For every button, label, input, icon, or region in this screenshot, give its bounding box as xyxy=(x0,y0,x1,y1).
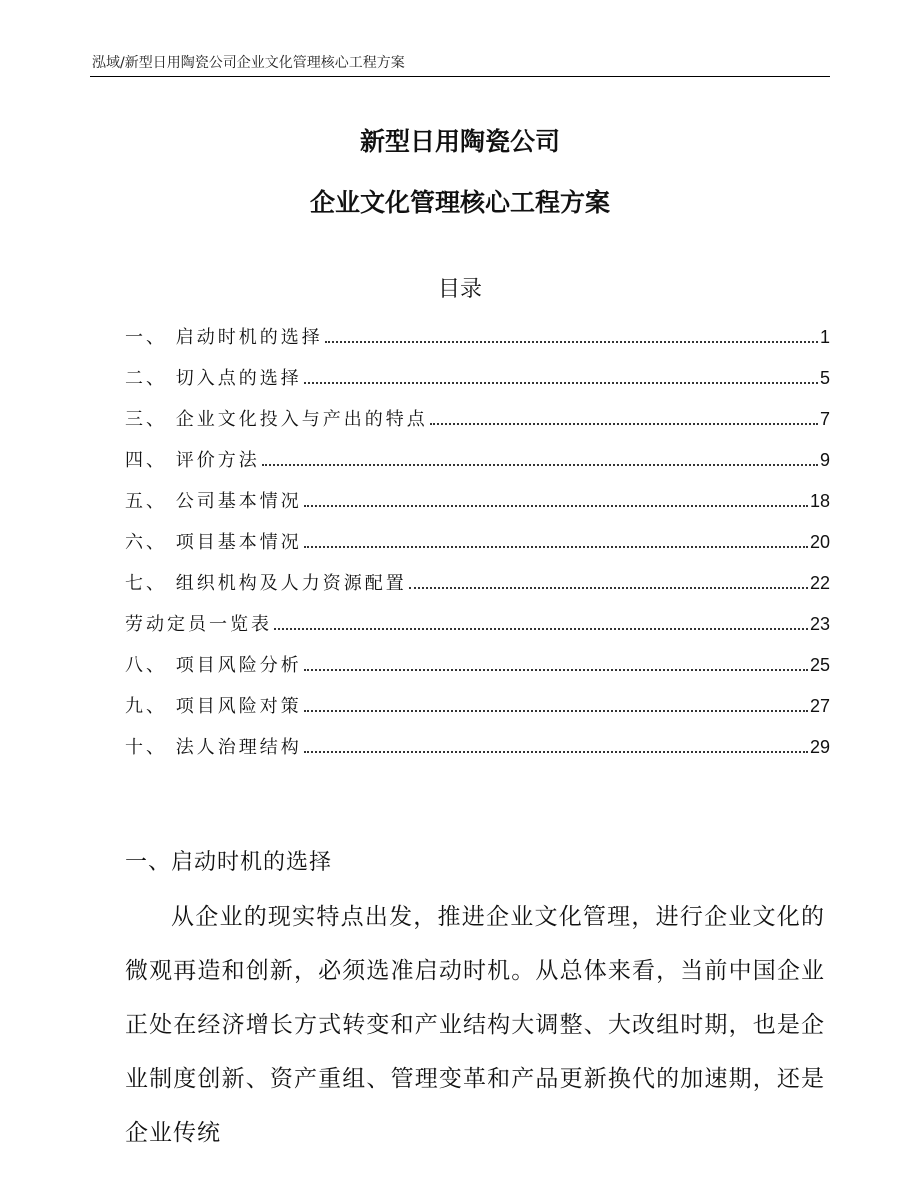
toc-item-label: 六、 项目基本情况 xyxy=(125,532,302,553)
toc-item[interactable] xyxy=(125,402,830,443)
toc-leader-dots xyxy=(304,751,808,753)
toc-item[interactable] xyxy=(125,361,830,402)
toc-item-page: 25 xyxy=(809,655,830,675)
toc-item-page: 1 xyxy=(819,327,830,347)
toc-item-page: 23 xyxy=(809,614,830,634)
toc-item-page: 5 xyxy=(819,368,830,388)
toc-item-page: 18 xyxy=(809,491,830,511)
body-paragraph: 从企业的现实特点出发，推进企业文化管理，进行企业文化的微观再造和创新，必须选准启动时机。从总体来看，当前中国企业正处在经济增长方式转变和产业结构大调整、大改组时期，也是企业制度创新、资产重组、管理变革和产品更新换代的加速期，还是企业传统 xyxy=(125,904,825,1146)
toc-leader-dots xyxy=(304,710,808,712)
toc-item-label: 五、 公司基本情况 xyxy=(125,491,302,512)
section-heading: 一、启动时机的选择 xyxy=(125,850,333,875)
toc-leader-dots xyxy=(304,546,808,548)
toc-item[interactable] xyxy=(125,607,830,648)
toc-leader-dots xyxy=(430,423,818,425)
toc-item[interactable] xyxy=(125,443,830,484)
toc-item-label: 十、 法人治理结构 xyxy=(125,737,302,758)
toc-item-page: 22 xyxy=(809,573,830,593)
toc-item-label: 四、 评价方法 xyxy=(125,450,260,471)
toc-item[interactable] xyxy=(125,689,830,730)
toc-item[interactable] xyxy=(125,484,830,525)
table-of-contents xyxy=(125,320,830,771)
toc-leader-dots xyxy=(409,587,808,589)
toc-item-label: 劳动定员一览表 xyxy=(125,614,272,635)
toc-item-page: 7 xyxy=(819,409,830,429)
toc-item-page: 9 xyxy=(819,450,830,470)
toc-item[interactable] xyxy=(125,648,830,689)
toc-item-label: 三、 企业文化投入与产出的特点 xyxy=(125,409,428,430)
toc-item[interactable] xyxy=(125,566,830,607)
toc-leader-dots xyxy=(304,669,808,671)
toc-leader-dots xyxy=(304,382,818,384)
toc-item[interactable] xyxy=(125,320,830,361)
running-header: 泓域/新型日用陶瓷公司企业文化管理核心工程方案 xyxy=(92,55,405,71)
toc-item-label: 九、 项目风险对策 xyxy=(125,696,302,717)
toc-leader-dots xyxy=(304,505,808,507)
toc-leader-dots xyxy=(325,341,818,343)
toc-item-label: 八、 项目风险分析 xyxy=(125,655,302,676)
toc-item[interactable] xyxy=(125,525,830,566)
toc-item-page: 27 xyxy=(809,696,830,716)
toc-item-label: 二、 切入点的选择 xyxy=(125,368,302,389)
document-title-line1: 新型日用陶瓷公司 xyxy=(359,127,560,156)
toc-item-page: 29 xyxy=(809,737,830,757)
toc-item-label: 七、 组织机构及人力资源配置 xyxy=(125,573,407,594)
toc-leader-dots xyxy=(262,464,818,466)
toc-leader-dots xyxy=(274,628,808,630)
toc-heading: 目录 xyxy=(437,277,482,302)
toc-item-page: 20 xyxy=(809,532,830,552)
toc-item-label: 一、 启动时机的选择 xyxy=(125,327,323,348)
toc-item[interactable] xyxy=(125,730,830,771)
document-title-line2: 企业文化管理核心工程方案 xyxy=(309,188,610,217)
header-divider xyxy=(90,76,830,77)
